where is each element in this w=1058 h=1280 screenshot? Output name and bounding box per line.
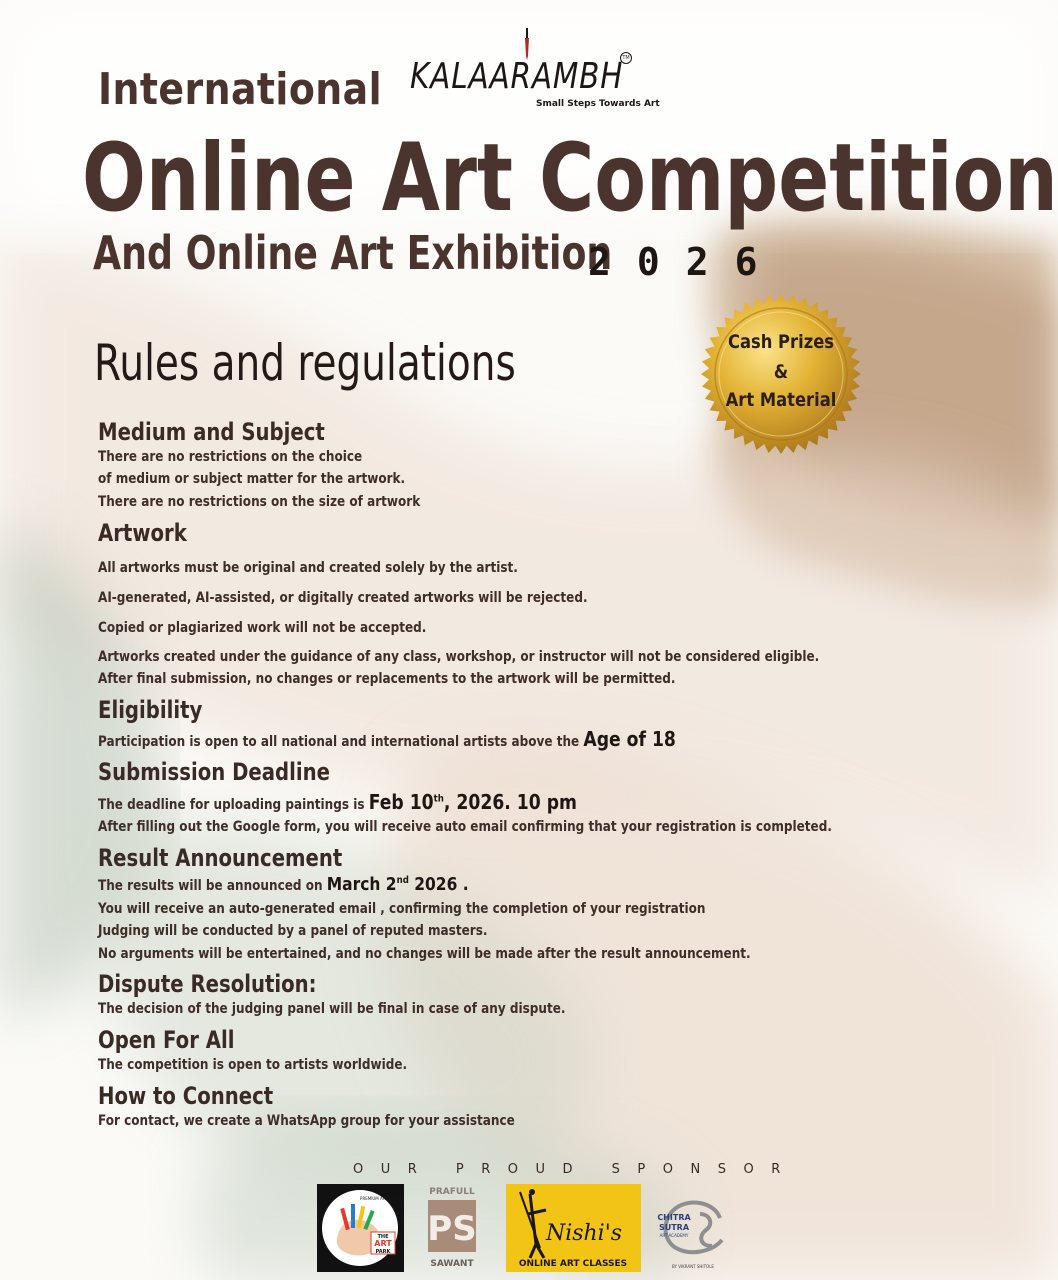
rule-text: AI-generated, AI-assisted, or digitally created artworks will be rejected. [98, 590, 588, 606]
rule-text: Copied or plagiarized work will not be accepted. [98, 620, 427, 636]
chitra-name-1: CHITRA [657, 1213, 691, 1222]
prafull-top-text: PRAFULL [429, 1187, 475, 1197]
sponsor-art-park-logo [317, 1184, 404, 1272]
competition-year: 2026 [588, 240, 784, 284]
section-heading: How to Connect [98, 1082, 274, 1110]
prafull-monogram: PS [427, 1209, 477, 1249]
chitra-sutra-icon [650, 1184, 736, 1272]
art-park-art: ART [374, 1239, 392, 1248]
rule-text: of medium or subject matter for the artwork. [98, 471, 406, 487]
kalaarambh-logo [408, 28, 660, 118]
deadline-date-rest: , 2026. 10 pm [443, 790, 577, 814]
eligibility-text: Participation is open to all national and international artists above the [98, 734, 584, 750]
logo-name: KALAARAMBH [410, 56, 624, 97]
sponsor-prafull-sawant-logo [422, 1184, 482, 1272]
rule-text: There are no restrictions on the size of artwork [98, 494, 421, 510]
section-heading: Dispute Resolution: [98, 970, 317, 998]
sponsor-chitra-sutra-logo [650, 1184, 736, 1272]
result-date-main: March 2 [326, 874, 397, 895]
trademark-icon: TM [620, 52, 632, 64]
section-heading: Result Announcement [98, 844, 343, 872]
rule-text: For contact, we create a WhatsApp group for your assistance [98, 1113, 515, 1129]
nishis-bottom-text: ONLINE ART CLASSES [518, 1259, 628, 1269]
rule-text [98, 874, 469, 895]
art-park-top-text: PREMIUM ARTS SUPPLY [360, 1196, 404, 1201]
prize-seal [700, 293, 862, 455]
rule-text: After final submission, no changes or replacements to the artwork will be permitted. [98, 671, 676, 687]
rules-title: Rules and regulations [94, 334, 516, 392]
rule-text: Judging will be conducted by a panel of reputed masters. [98, 923, 488, 939]
rule-text: No arguments will be entertained, and no changes will be made after the result announcement. [98, 946, 751, 962]
result-date [327, 874, 469, 895]
deadline-date [369, 790, 577, 814]
art-park-park: PARK [375, 1249, 391, 1255]
rule-text: The competition is open to artists worldwide. [98, 1057, 408, 1073]
chitra-by: BY VIKRANT SHITOLE [672, 1264, 714, 1269]
section-heading: Submission Deadline [98, 758, 330, 786]
sponsor-nishis-online-art-classes-logo [506, 1184, 641, 1272]
nishis-script: Nishi's [545, 1221, 623, 1246]
seal-line-2: & [773, 361, 789, 383]
prafull-bottom-text: SAWANT [430, 1259, 474, 1269]
result-date-rest: 2026 . [408, 874, 469, 895]
section-heading: Artwork [98, 519, 187, 547]
section-heading: Eligibility [98, 696, 203, 724]
age-limit: Age of 18 [583, 727, 676, 751]
page-title: Online Art Competition [82, 124, 1058, 233]
deadline-text: The deadline for uploading paintings is [98, 797, 369, 813]
rule-text: After filling out the Google form, you will receive auto email confirming that your registration is completed. [98, 819, 832, 835]
rule-text: You will receive an auto-generated email , confirming the completion of your registration [98, 901, 706, 917]
chitra-sub: ART ACADEMY [659, 1233, 689, 1238]
art-park-icon [317, 1184, 404, 1272]
nishis-icon [506, 1184, 641, 1272]
rule-text [98, 790, 577, 814]
section-heading: Open For All [98, 1026, 235, 1054]
art-park-the: THE [377, 1234, 389, 1240]
deadline-date-main: Feb 10 [368, 790, 434, 814]
result-text: The results will be announced on [98, 878, 327, 894]
seal-line-3: Art Material [725, 389, 837, 411]
rule-text: The decision of the judging panel will be final in case of any dispute. [98, 1001, 566, 1017]
rule-text: There are no restrictions on the choice [98, 449, 363, 465]
sponsor-label: OUR PROUD SPONSOR [353, 1162, 798, 1177]
header-international: International [98, 64, 383, 115]
rule-text: Artworks created under the guidance of any class, workshop, or instructor will not be considered eligible. [98, 649, 820, 665]
section-heading: Medium and Subject [98, 418, 325, 446]
logo-tagline: Small Steps Towards Art [536, 99, 660, 109]
page-subtitle: And Online Art Exhibition [93, 226, 613, 280]
rule-text [98, 727, 676, 751]
prafull-sawant-icon [422, 1184, 482, 1272]
chitra-name-2: SUTRA [658, 1223, 690, 1232]
rule-text: All artworks must be original and created solely by the artist. [98, 560, 518, 576]
seal-line-1: Cash Prizes [727, 331, 835, 353]
result-date-suffix: nd [396, 875, 409, 886]
deadline-date-suffix: th [433, 793, 444, 805]
